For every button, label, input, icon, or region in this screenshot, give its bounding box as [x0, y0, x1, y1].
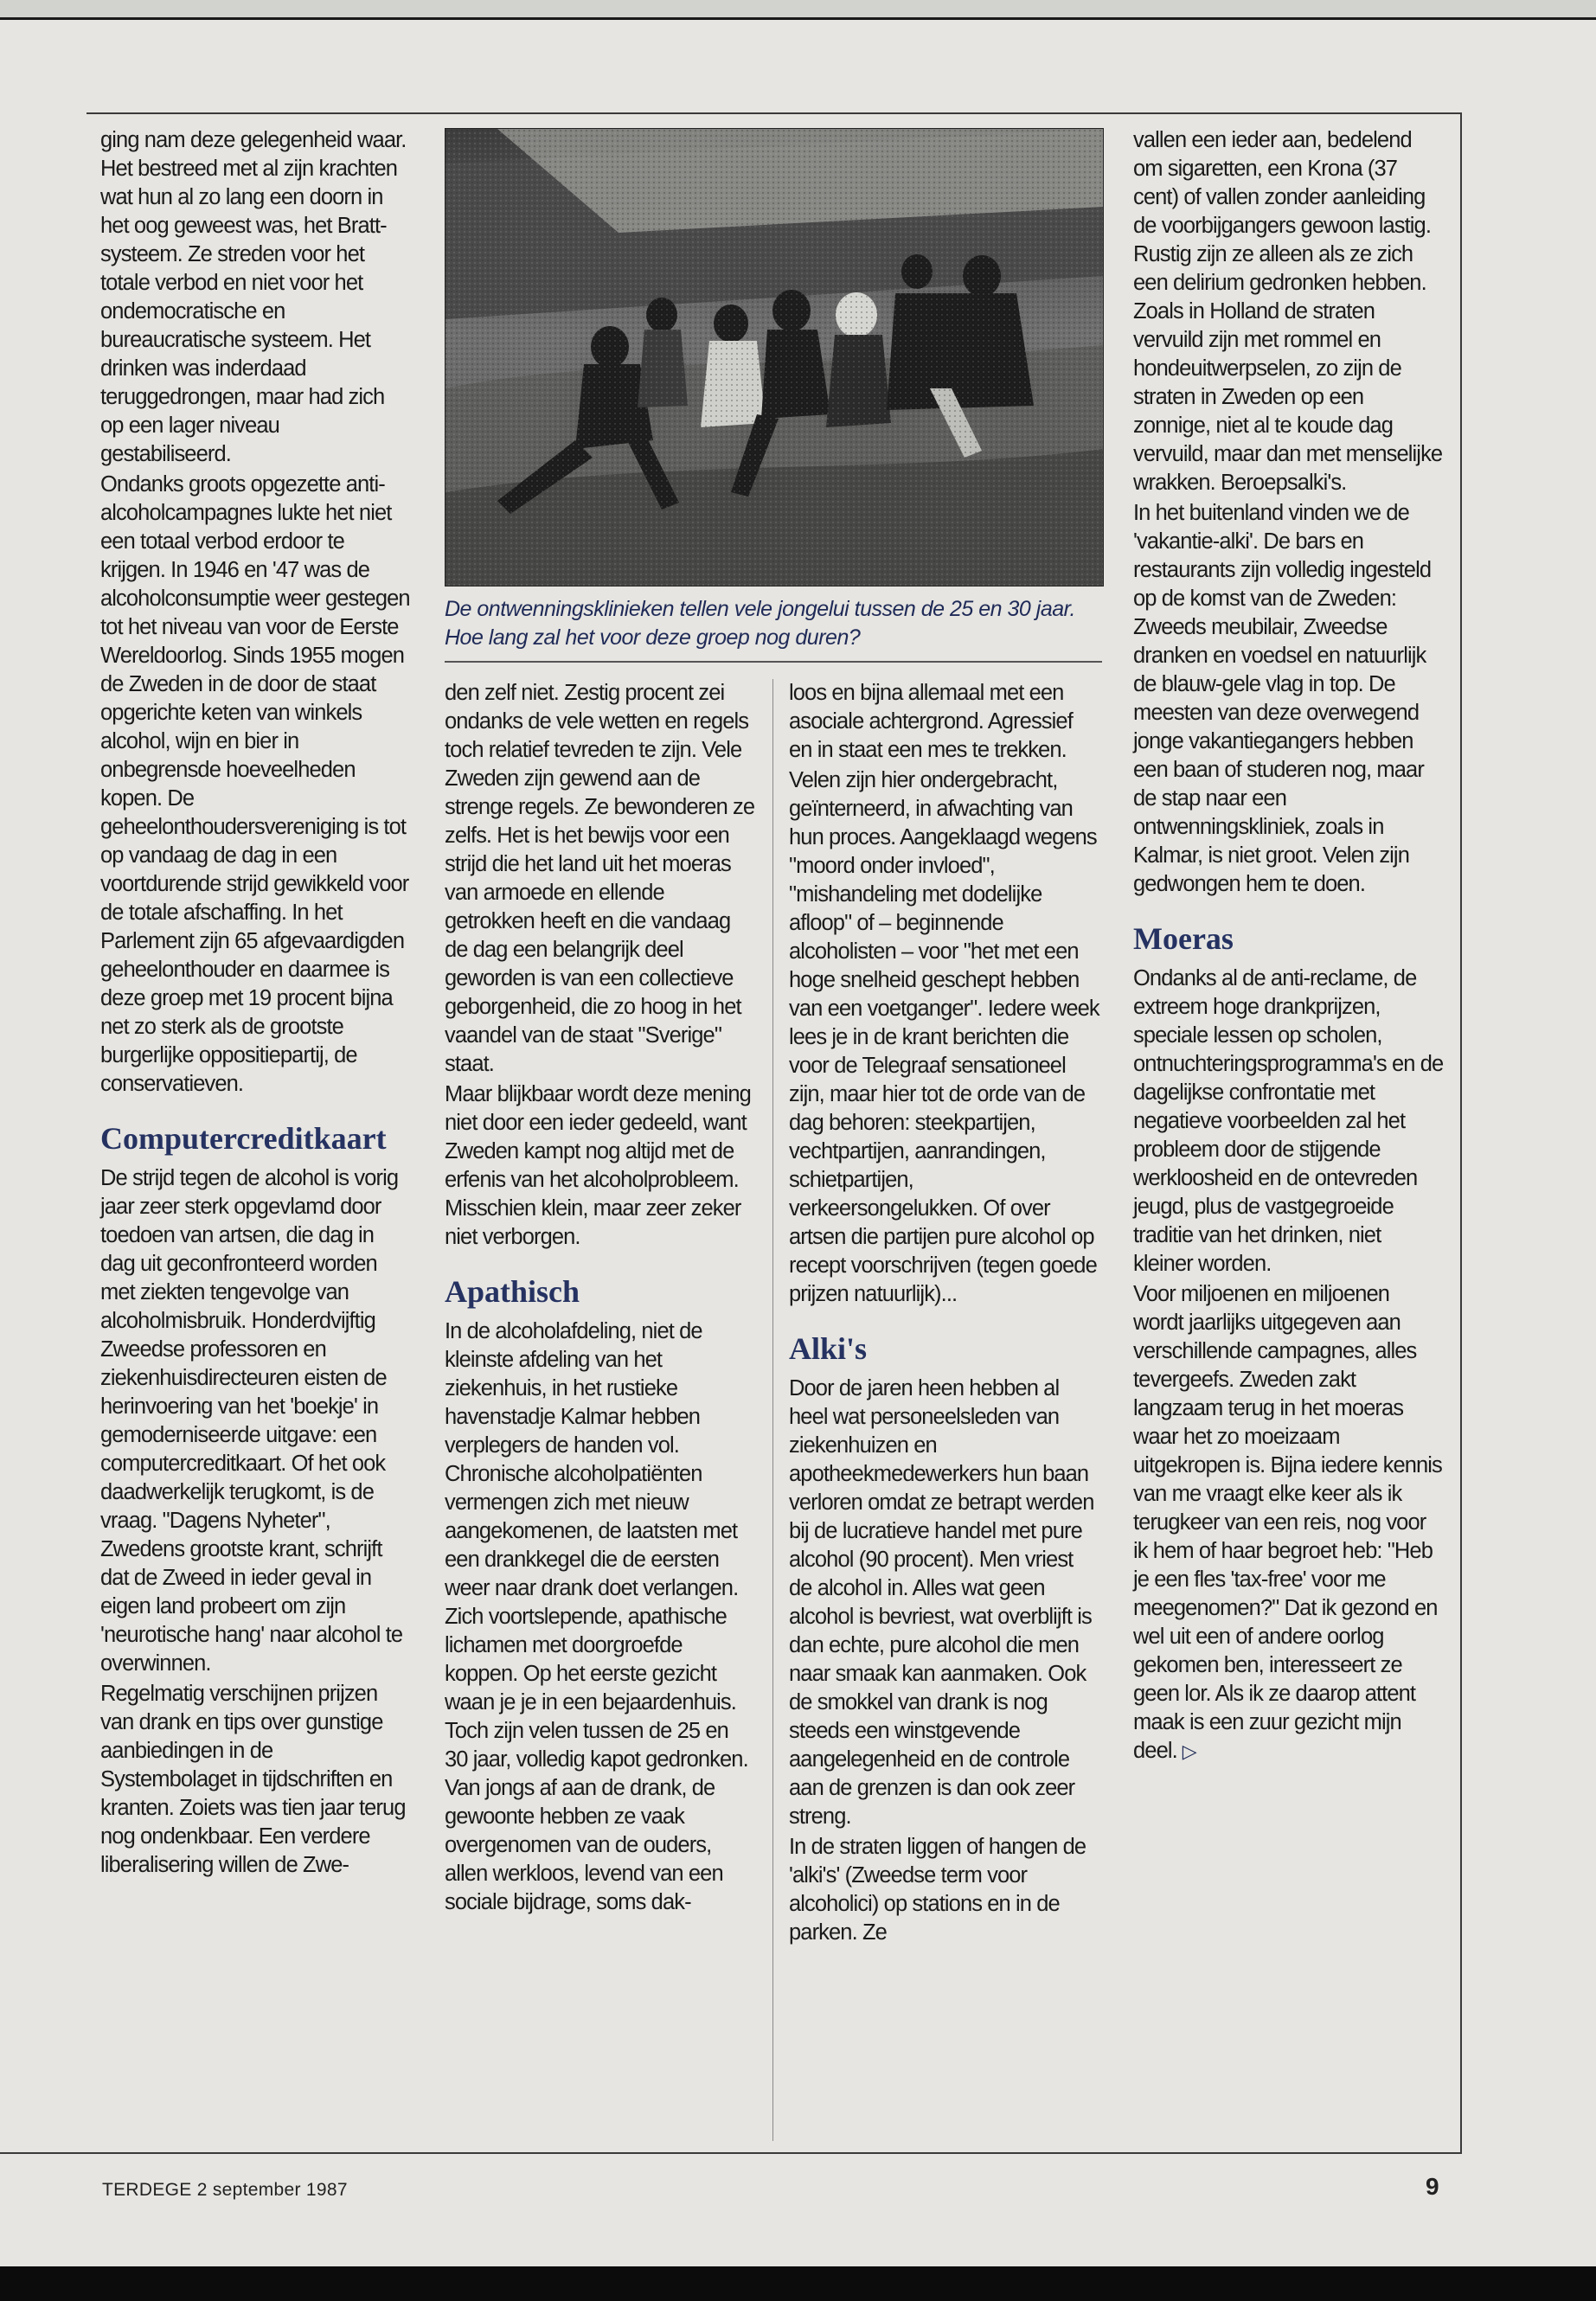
photo-caption: De ontwenningsklinieken tellen vele jongelui tussen de 25 en 30 jaar. Hoe lang zal het voor deze groep nog duren?: [445, 597, 1075, 650]
paragraph: Door de jaren heen hebben al heel wat personeelsleden van ziekenhuizen en apotheekmedewerkers hun baan verloren omdat ze betrapt werden bij de lucratieve handel met pure alcohol (90 procent). Men vriest de alcohol in. Alles wat geen alcohol is bevriest, wat overblijft is dan echte, pure alcohol die men naar smaak kan aanmaken. Ook de smokkel van drank is nog steeds een winstgevende aangelegenheid en de controle aan de grenzen is dan ook zeer streng.: [789, 1376, 1094, 1829]
scan-edge-rule: [0, 17, 1596, 20]
paragraph: Maar blijkbaar wordt deze mening niet door een ieder gedeeld, want Zweden kampt nog altijd met de erfenis van het alcoholprobleem. Misschien klein, maar zeer zeker niet verborgen.: [445, 1082, 751, 1249]
page-frame-top: [87, 112, 1462, 114]
paragraph: Regelmatig verschijnen prijzen van drank en tips over gunstige aanbiedingen in de Systembolaget in tijdschriften en kranten. Zoiets was tien jaar terug nog ondenkbaar. Een verdere liberalisering willen de Zwe-: [100, 1682, 406, 1877]
photo-group-of-young-people: [445, 129, 1103, 586]
article-column-3: [789, 679, 1100, 1947]
paragraph: Ondanks al de anti-reclame, de extreem hoge drankprijzen, speciale lessen op scholen, ontnuchteringsprogramma's en de dagelijkse confrontatie met negatieve voorbeelden zal het probleem door de stijgende werkloosheid en de ontevreden jeugd, plus de vastgegroeide traditie van het drinken, niet kleiner worden.: [1133, 966, 1444, 1276]
paragraph: In het buitenland vinden we de 'vakantie-alki'. De bars en restaurants zijn volledig ingesteld op de komst van de Zweden: Zweeds meubilair, Zweedse dranken en voedsel en natuurlijk de blauw-gele vlag in top. De meesten van deze overwegend jonge vakantiegangers hebben een baan of studeren nog, maar de stap naar een ontwenningskliniek, zoals in Kalmar, is niet groot. Velen zijn gedwongen hem te doen.: [1133, 501, 1432, 896]
page-frame-right: [1460, 112, 1462, 2154]
caption-divider: [445, 661, 1102, 663]
continue-arrow-icon: ▷: [1182, 1740, 1196, 1762]
section-heading-alkis: Alki's: [789, 1331, 868, 1366]
page-frame-bottom: [0, 2152, 1462, 2154]
paragraph: Velen zijn hier ondergebracht, geïnterneerd, in afwachting van hun proces. Aangeklaagd wegens "moord onder invloed", "mishandeling met dodelijke afloop" of – beginnende alcoholisten – voor "het met een hoge snelheid geschept hebben van een voetganger". Iedere week lees je in de krant berichten die voor de Telegraaf sensationeel zijn, maar hier tot de orde van de dag behoren: steekpartijen, vechtpartijen, aanrandingen, schietpartijen, verkeersongelukken. Of over artsen die partijen pure alcohol op recept voorschrijven (tegen goede prijzen natuurlijk)...: [789, 768, 1099, 1306]
footer-publication: TERDEGE 2 september 1987: [102, 2180, 348, 2200]
paragraph: den zelf niet. Zestig procent zei ondanks de vele wetten en regels toch relatief tevreden te zijn. Vele Zweden zijn gewend aan de strenge regels. Ze bewonderen ze zelfs. Het is het bewijs voor een strijd die het land uit het moeras van armoede en ellende getrokken heeft en die vandaag de dag een belangrijk deel geworden is van een collectieve geborgenheid, die zo hoog in het vaandel van de staat "Sverige" staat.: [445, 681, 755, 1076]
paragraph: [1133, 1280, 1445, 1766]
column-divider: [772, 679, 773, 2141]
scan-edge-top: [0, 0, 1596, 19]
scan-edge-bottom: [0, 2266, 1596, 2301]
paragraph: In de alcoholafdeling, niet de kleinste afdeling van het ziekenhuis, in het rustieke havenstadje Kalmar hebben verplegers de handen vol. Chronische alcoholpatiënten vermengen zich met nieuw aangekomenen, de laatsten met een drankkegel die de eersten weer naar drank doet verlangen. Zich voortslepende, apathische lichamen met doorgroefde koppen. Op het eerste gezicht waan je je in een bejaardenhuis. Toch zijn velen tussen de 25 en 30 jaar, volledig kapot gedronken. Van jongs af aan de drank, de gewoonte hebben ze vaak overgenomen van de ouders, allen werkloos, levend van een sociale bijdrage, soms dak-: [445, 1319, 748, 1914]
paragraph: ging nam deze gelegenheid waar. Het bestreed met al zijn krachten wat hun al zo lang een doorn in het oog geweest was, het Bratt-systeem. Ze streden voor het totale verbod en niet voor het ondemocratische en bureaucratische systeem. Het drinken was inderdaad teruggedrongen, maar had zich op een lager niveau gestabiliseerd.: [100, 128, 407, 466]
paragraph: Ondanks groots opgezette anti-alcoholcampagnes lukte het niet een totaal verbod erdoor te krijgen. In 1946 en '47 was de alcoholconsumptie weer gestegen tot het niveau van voor de Eerste Wereldoorlog. Sinds 1955 mogen de Zweden in de door de staat opgerichte keten van winkels alcohol, wijn en bier in onbegrensde hoeveelheden kopen. De geheelonthoudersvereniging is tot op vandaag de dag in een voortdurende strijd gewikkeld voor de totale afschaffing. In het Parlement zijn 65 afgevaardigden geheelonthouder en daarmee is deze groep met 19 procent bijna net zo sterk als de grootste burgerlijke oppositiepartij, de conservatieven.: [100, 472, 410, 1096]
paragraph-text: Voor miljoenen en miljoenen wordt jaarlijks uitgegeven aan verschillende campagnes, alles tevergeefs. Zweden zakt langzaam terug in het moeras waar het zo moeizaam uitgekropen is. Bijna iedere kennis van me vraagt elke keer als ik terugkeer van een reis, nog voor ik hem of haar begroet heb: "Heb je een fles 'tax-free' voor me meegenomen?" Dat ik gezond en wel uit een of andere oorlog gekomen ben, interesseert ze geen lor. Als ik ze daarop attent maak is een zuur gezicht mijn deel.: [1133, 1282, 1442, 1763]
paragraph: De strijd tegen de alcohol is vorig jaar zeer sterk opgevlamd door toedoen van artsen, die dag in dag uit geconfronteerd worden met ziekten tengevolge van alcoholmisbruik. Honderdvijftig Zweedse professoren en ziekenhuisdirecteuren eisten de herinvoering van het 'boekje' in gemoderniseerde uitgave: een computercreditkaart. Of het ook daadwerkelijk terugkomt, is de vraag. "Dagens Nyheter", Zwedens grootste krant, schrijft dat de Zweed in ieder geval in eigen land probeert om zijn 'neurotische hang' naar alcohol te overwinnen.: [100, 1166, 403, 1676]
section-heading-apathisch: Apathisch: [445, 1274, 580, 1309]
article-photo: [445, 128, 1104, 586]
paragraph: vallen een ieder aan, bedelend om sigaretten, een Krona (37 cent) of vallen zonder aanleiding de voorbijgangers gewoon lastig. Rustig zijn ze alleen als ze zich een delirium gedronken hebben. Zoals in Holland de straten vervuild zijn met rommel en hondeuitwerpselen, zo zijn de straten in Zweden op een zonnige, niet al te koude dag vervuild, maar dan met menselijke wrakken. Beroepsalki's.: [1133, 128, 1443, 495]
article-column-2: [445, 679, 756, 1917]
article-column-1: [100, 126, 412, 1880]
page-number: 9: [1426, 2173, 1439, 2200]
section-heading-moeras: Moeras: [1133, 921, 1234, 956]
paragraph: In de straten liggen of hangen de 'alki's' (Zweedse term voor alcoholici) op stations en in de parken. Ze: [789, 1835, 1086, 1945]
paragraph: loos en bijna allemaal met een asociale achtergrond. Agressief en in staat een mes te trekken.: [789, 681, 1073, 762]
article-column-4: [1133, 126, 1445, 1766]
section-heading-computercreditkaart: Computercreditkaart: [100, 1121, 387, 1156]
